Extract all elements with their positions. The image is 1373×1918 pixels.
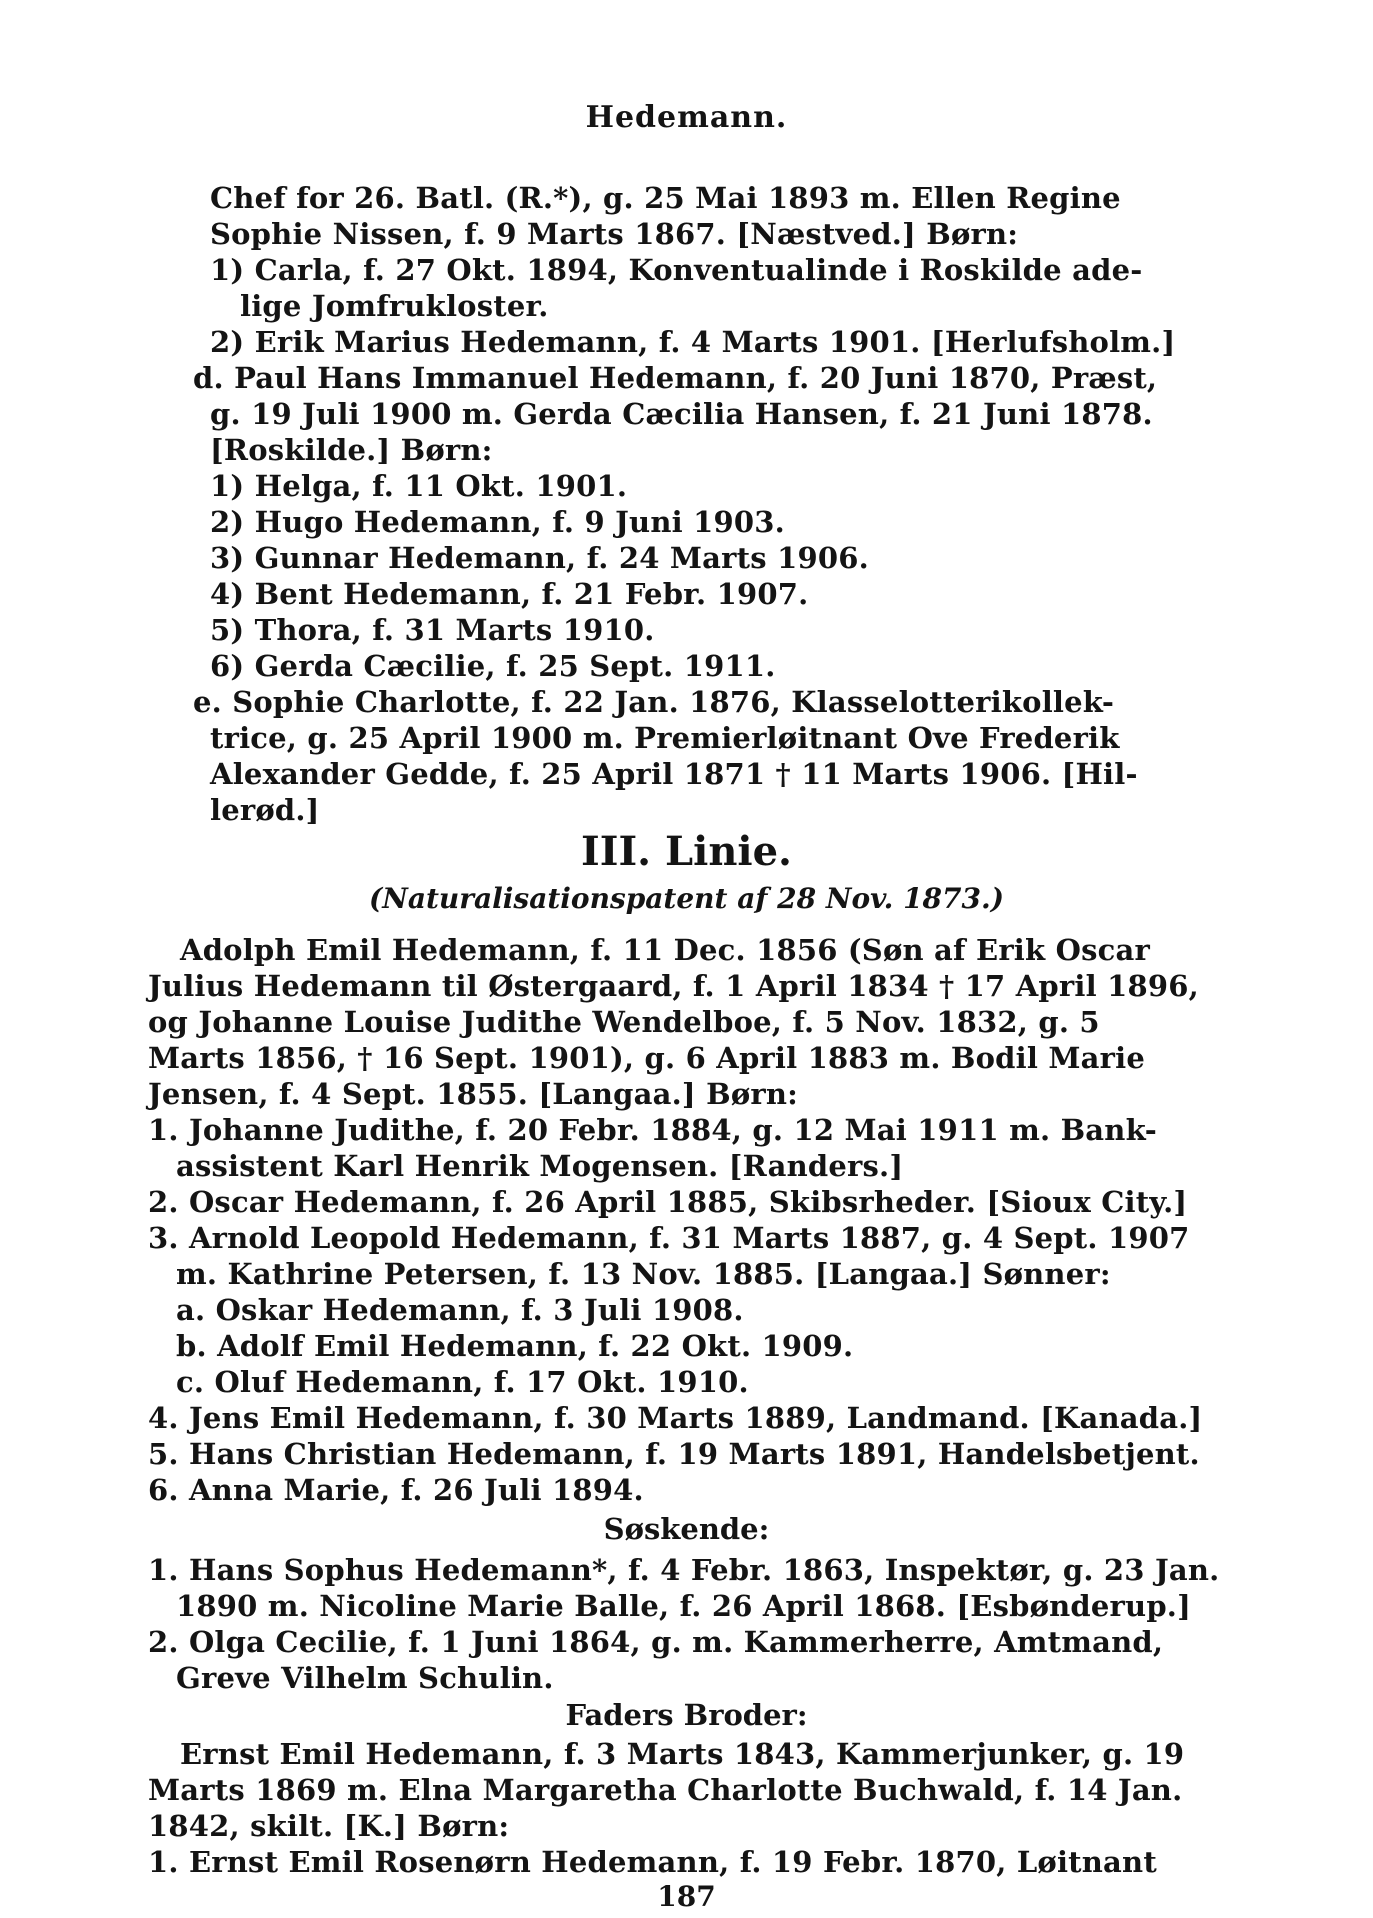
text-line: 4. Jens Emil Hedemann, f. 30 Marts 1889, Landmand. [Kanada.] [148,1401,1203,1435]
section-title: III. Linie. [581,828,792,875]
text-line: Chef for 26. Batl. (R.*), g. 25 Mai 1893 m. Ellen Regine [210,181,1121,215]
text-line: 3. Arnold Leopold Hedemann, f. 31 Marts 1887, g. 4 Sept. 1907 [148,1221,1190,1255]
text-line: og Johanne Louise Judithe Wendelboe, f. 5 Nov. 1832, g. 5 [148,1005,1100,1039]
text-line: Marts 1856, † 16 Sept. 1901), g. 6 April 1883 m. Bodil Marie [148,1041,1146,1075]
text-line: assistent Karl Henrik Mogensen. [Randers.] [176,1149,904,1183]
section-subtitle: (Naturalisationspatent af 28 Nov. 1873.) [368,882,1005,915]
text-line: 5. Hans Christian Hedemann, f. 19 Marts 1891, Handelsbetjent. [148,1437,1200,1471]
text-line: 2) Hugo Hedemann, f. 9 Juni 1903. [210,505,785,539]
text-line: a. Oskar Hedemann, f. 3 Juli 1908. [176,1293,744,1327]
text-line: 1. Johanne Judithe, f. 20 Febr. 1884, g. 12 Mai 1911 m. Bank- [148,1113,1157,1147]
text-line: Alexander Gedde, f. 25 April 1871 † 11 Marts 1906. [Hil- [210,757,1138,791]
text-line: 2. Oscar Hedemann, f. 26 April 1885, Skibsrheder. [Sioux City.] [148,1185,1188,1219]
text-line: Sophie Nissen, f. 9 Marts 1867. [Næstved.] Børn: [210,217,1019,251]
text-line: Julius Hedemann til Østergaard, f. 1 April 1834 † 17 April 1896, [148,969,1199,1003]
text-line: Jensen, f. 4 Sept. 1855. [Langaa.] Børn: [148,1077,799,1111]
text-line: g. 19 Juli 1900 m. Gerda Cæcilia Hansen, f. 21 Juni 1878. [210,397,1153,431]
text-line: 4) Bent Hedemann, f. 21 Febr. 1907. [210,577,809,611]
text-line: 1. Ernst Emil Rosenørn Hedemann, f. 19 Febr. 1870, Løitnant [148,1845,1157,1879]
text-line: 1890 m. Nicoline Marie Balle, f. 26 April 1868. [Esbønderup.] [176,1589,1192,1623]
text-line: d. Paul Hans Immanuel Hedemann, f. 20 Juni 1870, Præst, [193,361,1158,395]
text-line: Greve Vilhelm Schulin. [176,1661,554,1695]
text-line: [Roskilde.] Børn: [210,433,493,467]
uncle-heading: Faders Broder: [565,1698,808,1732]
text-line: Adolph Emil Hedemann, f. 11 Dec. 1856 (Søn af Erik Oscar [180,933,1150,967]
text-line: c. Oluf Hedemann, f. 17 Okt. 1910. [176,1365,749,1399]
text-line: 6) Gerda Cæcilie, f. 25 Sept. 1911. [210,649,776,683]
running-header: Hedemann. [585,100,788,135]
text-line: 6. Anna Marie, f. 26 Juli 1894. [148,1473,644,1507]
page-number: 187 [657,1880,716,1913]
text-line: lerød.] [210,793,320,827]
text-line: b. Adolf Emil Hedemann, f. 22 Okt. 1909. [176,1329,854,1363]
text-line: 5) Thora, f. 31 Marts 1910. [210,613,655,647]
text-line: 2. Olga Cecilie, f. 1 Juni 1864, g. m. Kammerherre, Amtmand, [148,1625,1164,1659]
text-line: Ernst Emil Hedemann, f. 3 Marts 1843, Kammerjunker, g. 19 [180,1737,1185,1771]
text-line: Marts 1869 m. Elna Margaretha Charlotte Buchwald, f. 14 Jan. [148,1773,1183,1807]
text-line: 1. Hans Sophus Hedemann*, f. 4 Febr. 1863, Inspektør, g. 23 Jan. [148,1553,1220,1587]
text-line: 1842, skilt. [K.] Børn: [148,1809,510,1843]
text-line: 3) Gunnar Hedemann, f. 24 Marts 1906. [210,541,869,575]
text-line: 1) Helga, f. 11 Okt. 1901. [210,469,628,503]
text-line: lige Jomfrukloster. [240,289,549,323]
text-line: 2) Erik Marius Hedemann, f. 4 Marts 1901. [Herlufsholm.] [210,325,1176,359]
text-line: m. Kathrine Petersen, f. 13 Nov. 1885. [Langaa.] Sønner: [176,1257,1111,1291]
text-line: e. Sophie Charlotte, f. 22 Jan. 1876, Klasselotterikollek- [193,685,1115,719]
siblings-heading: Søskende: [603,1512,770,1546]
text-line: 1) Carla, f. 27 Okt. 1894, Konventualinde i Roskilde ade- [210,253,1143,287]
text-line: trice, g. 25 April 1900 m. Premierløitnant Ove Frederik [210,721,1120,755]
